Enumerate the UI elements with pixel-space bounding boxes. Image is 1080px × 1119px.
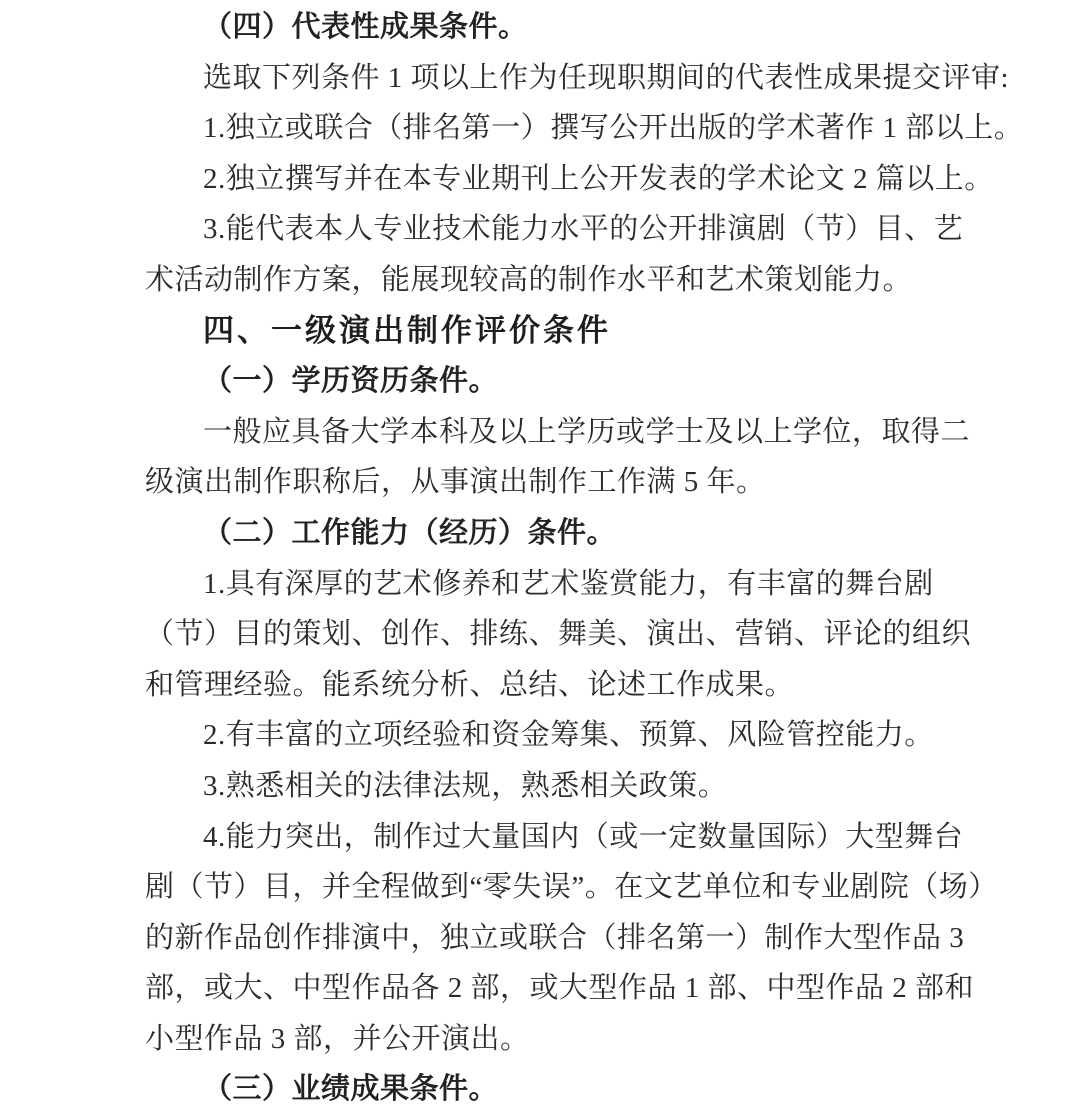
document-line: 小型作品 3 部，并公开演出。 (145, 1022, 530, 1055)
document-line: 1.具有深厚的艺术修养和艺术鉴赏能力，有丰富的舞台剧 (203, 567, 934, 600)
document-line: 级演出制作职称后，从事演出制作工作满 5 年。 (145, 466, 766, 499)
document-line: 部，或大、中型作品各 2 部，或大型作品 1 部、中型作品 2 部和 (145, 972, 975, 1005)
section-heading: 四、一级演出制作评价条件 (203, 312, 611, 348)
document-line: 3.熟悉相关的法律法规，熟悉相关政策。 (203, 769, 728, 802)
document-line: 1.独立或联合（排名第一）撰写公开出版的学术著作 1 部以上。 (203, 112, 1024, 145)
document-line: 3.能代表本人专业技术能力水平的公开排演剧（节）目、艺 (203, 213, 964, 246)
document-line: 一般应具备大学本科及以上学历或学士及以上学位，取得二 (203, 415, 971, 448)
subsection-heading: （一）学历资历条件。 (203, 365, 499, 398)
document-text-column (145, 2, 1024, 1115)
document-line: 选取下列条件 1 项以上作为任现职期间的代表性成果提交评审: (203, 61, 1010, 94)
document-line: （节）目的策划、创作、排练、舞美、演出、营销、评论的组织 (145, 618, 972, 651)
subsection-heading: （三）业绩成果条件。 (203, 1073, 499, 1106)
document-line: 术活动制作方案，能展现较高的制作水平和艺术策划能力。 (145, 263, 913, 296)
document-line: 2.有丰富的立项经验和资金筹集、预算、风险管控能力。 (203, 719, 934, 752)
document-line: 2.独立撰写并在本专业期刊上公开发表的学术论文 2 篇以上。 (203, 162, 994, 195)
subsection-heading: （二）工作能力（经历）条件。 (203, 516, 617, 549)
document-line: 4.能力突出，制作过大量国内（或一定数量国际）大型舞台 (203, 820, 964, 853)
subsection-heading: （四）代表性成果条件。 (203, 11, 528, 43)
document-line: 和管理经验。能系统分析、总结、论述工作成果。 (145, 668, 795, 701)
document-line: 剧（节）目，并全程做到“零失误”。在文艺单位和专业剧院（场） (145, 871, 998, 904)
document-line: 的新作品创作排演中，独立或联合（排名第一）制作大型作品 3 (145, 921, 965, 954)
